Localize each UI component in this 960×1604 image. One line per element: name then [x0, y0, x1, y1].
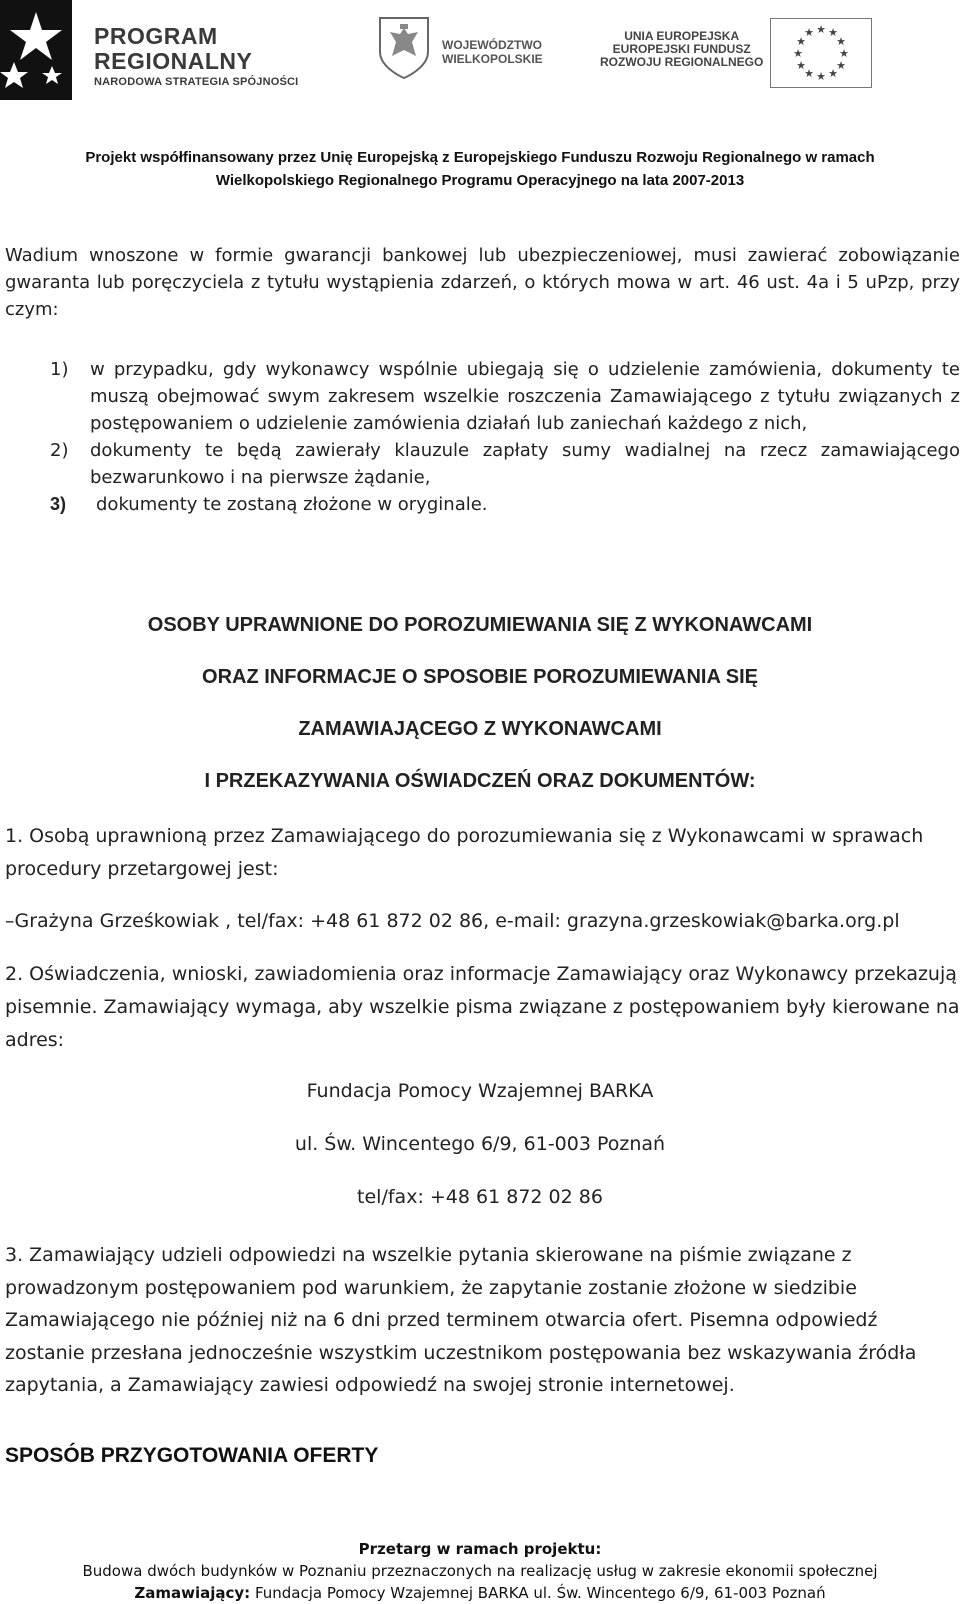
voivodeship-line1: WOJEWÓDZTWO — [442, 38, 542, 52]
svg-text:★: ★ — [836, 35, 846, 48]
section-title-offer-preparation: SPOSÓB PRZYGOTOWANIA OFERTY — [5, 1444, 379, 1467]
voivodeship-text — [442, 38, 543, 66]
footer-ordering-party-value: Fundacja Pomocy Wzajemnej BARKA ul. Św. Wincentego 6/9, 61-003 Poznań — [250, 1584, 826, 1602]
list-item-text: w przypadku, gdy wykonawcy wspólnie ubiegają się o udzielenie zamówienia, dokumenty te muszą obejmować swym zakresem wszelkie roszczenia Zamawiającego z tytułu związanych z postępowaniem o udzielenie zamówienia działań lub zaniechań każdego z nich, — [90, 359, 960, 434]
eu-text — [600, 30, 763, 69]
section-heading-line3: ZAMAWIAJĄCEGO Z WYKONAWCAMI — [298, 718, 662, 740]
section-heading-line4: I PRZEKAZYWANIA OŚWIADCZEŃ ORAZ DOKUMENTÓW: — [204, 770, 756, 792]
list-item-text: dokumenty te zostaną złożone w oryginale. — [96, 494, 488, 515]
list-item-number: 1) — [50, 359, 69, 380]
svg-text:★: ★ — [793, 47, 803, 60]
list-item — [5, 356, 960, 437]
project-line1: Projekt współfinansowany przez Unię Europejską z Europejskiego Funduszu Rozwoju Regionalnego w ramach — [85, 149, 875, 166]
svg-text:★: ★ — [839, 47, 849, 60]
voivodeship-line2: WIELKOPOLSKIE — [442, 52, 543, 66]
section-heading-line1: OSOBY UPRAWNIONE DO POROZUMIEWANIA SIĘ Z WYKONAWCAMI — [147, 614, 813, 636]
list-item-number: 2) — [50, 440, 69, 461]
svg-text:★: ★ — [816, 23, 826, 36]
paragraph-contact-person: 1. Osobą uprawnioną przez Zamawiającego do porozumiewania się z Wykonawcami w sprawach procedury przetargowej jest: — [5, 825, 924, 880]
footer-ordering-party-label: Zamawiający: — [134, 1584, 251, 1602]
eu-flag-icon — [770, 18, 872, 88]
program-regionalny-text — [94, 24, 298, 90]
crest-icon — [378, 16, 430, 80]
program-regionalny-logo — [0, 0, 72, 100]
program-subtitle: NARODOWA STRATEGIA SPÓJNOŚCI — [94, 76, 299, 88]
project-cofinancing-note — [0, 146, 960, 192]
footer-line2: Budowa dwóch budynków w Poznaniu przeznaczonych na realizację usług w zakresie ekonomii społecznej — [82, 1562, 878, 1580]
svg-text:★: ★ — [816, 70, 826, 83]
footer-line1: Przetarg w ramach projektu: — [358, 1540, 602, 1558]
list-item — [5, 491, 960, 518]
wadium-intro: Wadium wnoszone w formie gwarancji bankowej lub ubezpieczeniowej, musi zawierać zobowiązanie gwaranta lub poręczyciela z tytułu wystąpienia zdarzeń, o których mowa w art. 46 ust. 4a i 5 uPzp, przy czym: — [5, 245, 960, 320]
paragraph-questions: 3. Zamawiający udzieli odpowiedzi na wszelkie pytania skierowane na piśmie związane z prowadzonym postępowaniem pod warunkiem, że zapytanie zostanie złożone w siedzibie Zamawiającego nie później niż na 6 dni przed terminem otwarcia ofert. Pisemna odpowiedź zostanie przesłana jednocześnie wszystkim uczestnikom postępowania bez wskazywania źródła zapytania, a Zamawiający zawiesi odpowiedź na swojej stronie internetowej. — [5, 1244, 917, 1396]
svg-text:★: ★ — [804, 26, 814, 39]
address-phone: tel/fax: +48 61 872 02 86 — [357, 1186, 603, 1208]
address-name: Fundacja Pomocy Wzajemnej BARKA — [306, 1080, 654, 1102]
section-heading-line2: ORAZ INFORMACJE O SPOSOBIE POROZUMIEWANIA SIĘ — [202, 666, 758, 688]
project-line2: Wielkopolskiego Regionalnego Programu Operacyjnego na lata 2007-2013 — [215, 172, 745, 189]
logo-bar — [0, 0, 870, 100]
contact-details: –Grażyna Grześkowiak , tel/fax: +48 61 872 02 86, e-mail: grazyna.grzeskowiak@barka.org.pl — [5, 910, 900, 932]
list-item — [5, 437, 960, 491]
eu-line3: ROZWOJU REGIONALNEGO — [600, 55, 764, 69]
svg-text:★: ★ — [796, 35, 806, 48]
svg-text:★: ★ — [828, 67, 838, 80]
eu-line2: EUROPEJSKI FUNDUSZ — [612, 42, 751, 56]
address-street: ul. Św. Wincentego 6/9, 61-003 Poznań — [294, 1133, 666, 1155]
list-item-text: dokumenty te będą zawierały klauzule zapłaty sumy wadialnej na rzecz zamawiającego bezwarunkowo i na pierwsze żądanie, — [90, 440, 960, 488]
svg-text:★: ★ — [836, 59, 846, 72]
svg-text:★: ★ — [796, 59, 806, 72]
paragraph-correspondence: 2. Oświadczenia, wnioski, zawiadomienia oraz informacje Zamawiający oraz Wykonawcy przekazują pisemnie. Zamawiający wymaga, aby wszelkie pisma związane z postępowaniem były kierowane na adres: — [5, 963, 960, 1051]
footer — [0, 1538, 960, 1604]
eu-line1: UNIA EUROPEJSKA — [624, 29, 740, 43]
list-item-number: 3) — [50, 494, 67, 514]
footer-line3 — [0, 1582, 960, 1604]
svg-text:★: ★ — [828, 26, 838, 39]
program-title-line2: REGIONALNY — [94, 48, 253, 74]
svg-text:★: ★ — [804, 67, 814, 80]
program-title-line1: PROGRAM — [94, 23, 218, 49]
